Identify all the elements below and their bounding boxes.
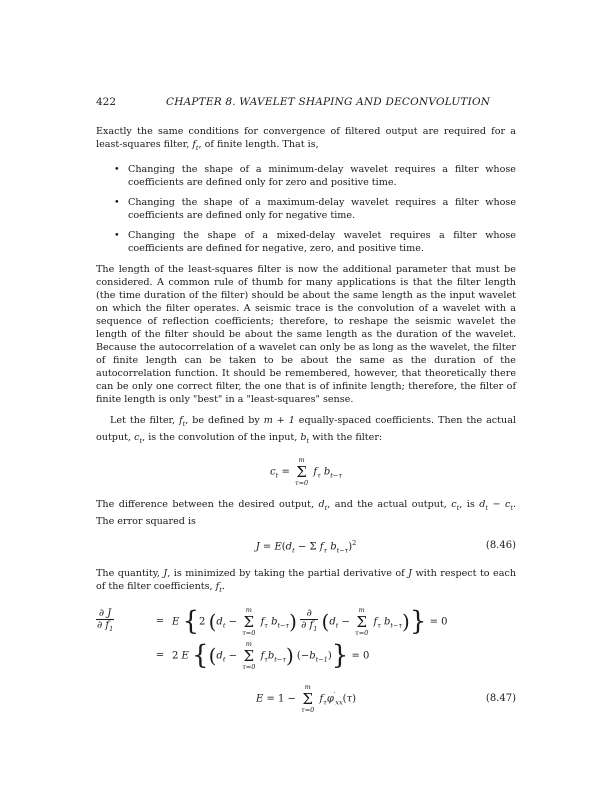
list-item: • Changing the shape of a mixed-delay wavelet requires a filter whose coefficients are defined for negative, zero, and positive time. bbox=[114, 229, 516, 254]
partial-derivative-equations bbox=[96, 605, 516, 673]
chapter-title: CHAPTER 8. WAVELET SHAPING AND DECONVOLUTION bbox=[166, 96, 491, 108]
running-header bbox=[96, 96, 516, 109]
page bbox=[96, 96, 516, 725]
filter-definition-paragraph: Let the filter, $f_t$, be defined by m + 1 equally-spaced coefficients. Then the actual output, $c_t$, is the convolution of the input, $b_t$ with the filter: bbox=[96, 414, 517, 445]
equation-number: (8.47) bbox=[485, 692, 516, 704]
difference-paragraph: The difference between the desired output, $d_t$, and the actual output, $c_t$, is $d_t - c_t$. The error squared is bbox=[96, 498, 516, 527]
minimization-paragraph: The quantity, J, is minimized by taking the partial derivative of J with respect to each of the filter coefficients, $f_t$. bbox=[96, 567, 517, 594]
delay-conditions-list bbox=[96, 163, 516, 255]
derivative-line-1: $\frac{\partial J}{\partial f_1}$ = E {2 ($d_t$ − m Σ τ=0 $f_\tau$ $b_{t-\tau}$) $\frac{\partial}{\partial f_1}$ ($d_t$ − m Σ τ=0 $f_\tau$ $b_{t-\tau})\} = 0$ bbox=[97, 605, 448, 637]
error-energy-equation: E = 1 − m Σ τ=0 $f_\tau\varphi'_{xx}(\tau)$ (8.47) bbox=[255, 682, 516, 714]
page-number: 422 bbox=[96, 96, 117, 108]
convolution-equation: $c_t$ = m Σ τ=0 $f_\tau$ $b_{t-\tau}$ bbox=[270, 455, 342, 487]
list-item: • Changing the shape of a maximum-delay wavelet requires a filter whose coefficients are defined only for negative time. bbox=[114, 196, 516, 221]
list-item: • Changing the shape of a minimum-delay wavelet requires a filter whose coefficients are defined only for zero and positive time. bbox=[114, 163, 516, 188]
intro-paragraph: Exactly the same conditions for convergence of filtered output are required for a least-squares filter, $f_t$, of finite length. That is, bbox=[96, 126, 516, 152]
equation-number: (8.46) bbox=[485, 540, 516, 552]
derivative-line-2: = 2 E {($d_t$ − m Σ τ=0 $f_\tau b_{t-\tau}$) $(-b_{t-1})\} = 0$ bbox=[155, 639, 370, 671]
error-squared-equation: $J = E(d_t - \Sigma$ $f_\tau$ $b_{t-\tau})^2$ (8.46) bbox=[255, 538, 516, 554]
filter-length-paragraph: The length of the least-squares filter is now the additional parameter that must be considered. A common rule of thumb for many applications is that the filter length (the time duration of the filter) should be about the same length as the input wavelet on which the filter operates. A seismic trace is the convolution of a wavelet with a sequence of reflection coefficients; therefore, to reshape the seismic wavelet the length of the filter should be about the same length as the duration of the wavelet. Because the autocorrelation of a wavelet can only be as long as the wavelet, the filter of finite length can be taken to be about the same as the duration of the autocorrelation function. It should be remembered, however, that theoretically there can be only one correct filter, the one that is of infinite length; therefore, the filter of finite length is only "best" in a "least-squares" sense. bbox=[96, 263, 516, 405]
